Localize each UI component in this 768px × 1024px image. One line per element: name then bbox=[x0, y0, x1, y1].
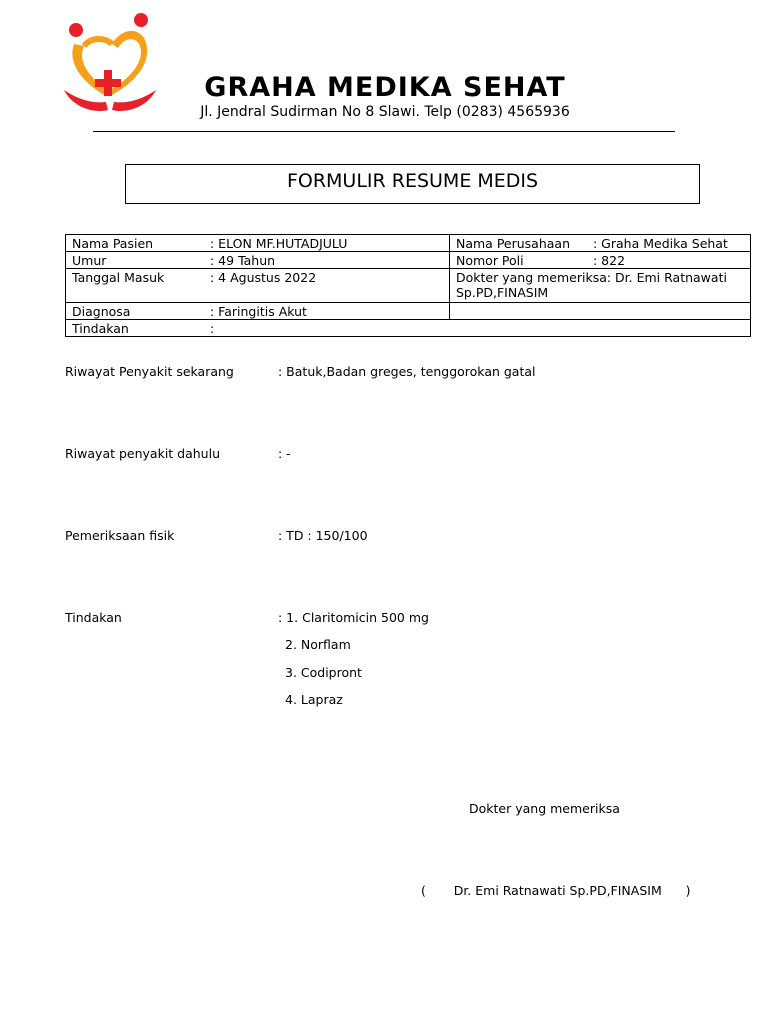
label-tindakan-table: Tindakan bbox=[72, 321, 129, 336]
label-nomor-poli: Nomor Poli bbox=[456, 253, 524, 268]
value-nomor-poli: : 822 bbox=[593, 253, 626, 268]
header-divider bbox=[93, 131, 675, 132]
value-riwayat-dahulu: : - bbox=[278, 446, 291, 461]
value-riwayat-sekarang: : Batuk,Badan greges, tenggorokan gatal bbox=[278, 364, 536, 379]
cell-tanggal-masuk bbox=[66, 269, 450, 303]
value-tindakan-table: : bbox=[210, 321, 215, 336]
form-title-box bbox=[125, 164, 700, 204]
patient-info-table bbox=[65, 234, 751, 337]
label-diagnosa: Diagnosa bbox=[72, 304, 131, 319]
table-row bbox=[66, 303, 751, 320]
label-riwayat-dahulu: Riwayat penyakit dahulu bbox=[65, 446, 220, 461]
tindakan-item-3: 3. Codipront bbox=[285, 665, 362, 680]
value-umur: : 49 Tahun bbox=[210, 253, 276, 268]
form-title: FORMULIR RESUME MEDIS bbox=[286, 170, 539, 192]
cell-diagnosa bbox=[66, 303, 450, 320]
cell-nama-pasien bbox=[66, 235, 450, 252]
signature-name: ( Dr. Emi Ratnawati Sp.PD,FINASIM ) bbox=[421, 883, 691, 898]
cell-empty bbox=[450, 303, 751, 320]
cell-umur bbox=[66, 252, 450, 269]
label-nama-pasien: Nama Pasien bbox=[72, 236, 154, 251]
label-pemeriksaan-fisik: Pemeriksaan fisik bbox=[65, 528, 175, 543]
value-tanggal-masuk: : 4 Agustus 2022 bbox=[210, 270, 317, 285]
signature-label: Dokter yang memeriksa bbox=[469, 801, 620, 816]
dokter-line-2: Sp.PD,FINASIM bbox=[456, 285, 549, 300]
cell-nama-perusahaan bbox=[450, 235, 751, 252]
cell-tindakan bbox=[66, 320, 751, 337]
dokter-line-1: Dokter yang memeriksa: Dr. Emi Ratnawati bbox=[456, 270, 727, 285]
cell-nomor-poli bbox=[450, 252, 751, 269]
value-nama-pasien: : ELON MF.HUTADJULU bbox=[210, 236, 348, 251]
value-pemeriksaan-fisik: : TD : 150/100 bbox=[278, 528, 368, 543]
clinic-address: Jl. Jendral Sudirman No 8 Slawi. Telp (0283) 4565936 bbox=[200, 104, 570, 120]
label-riwayat-sekarang: Riwayat Penyakit sekarang bbox=[65, 364, 234, 379]
cell-dokter bbox=[450, 269, 751, 303]
table-row bbox=[66, 269, 751, 303]
tindakan-item-1: : 1. Claritomicin 500 mg bbox=[278, 610, 429, 625]
tindakan-item-4: 4. Lapraz bbox=[285, 692, 343, 707]
table-row bbox=[66, 235, 751, 252]
label-tindakan: Tindakan bbox=[65, 610, 122, 625]
value-diagnosa: : Faringitis Akut bbox=[210, 304, 307, 319]
table-row bbox=[66, 252, 751, 269]
label-nama-perusahaan: Nama Perusahaan bbox=[456, 236, 571, 251]
label-tanggal-masuk: Tanggal Masuk bbox=[72, 270, 165, 285]
label-umur: Umur bbox=[72, 253, 107, 268]
table-row bbox=[66, 320, 751, 337]
clinic-name: GRAHA MEDIKA SEHAT bbox=[204, 72, 566, 103]
tindakan-item-2: 2. Norflam bbox=[285, 637, 351, 652]
value-nama-perusahaan: : Graha Medika Sehat bbox=[593, 236, 728, 251]
